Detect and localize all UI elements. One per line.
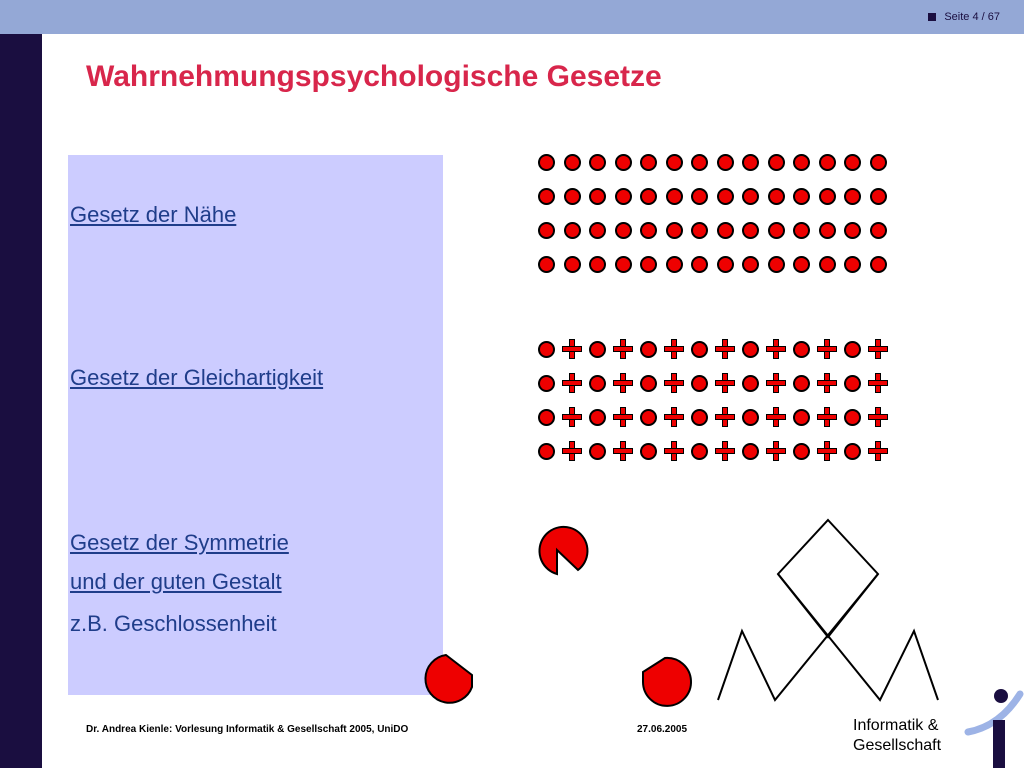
proximity-dot	[819, 256, 836, 273]
similarity-dot	[640, 375, 657, 392]
similarity-dot	[742, 341, 759, 358]
similarity-plus	[715, 407, 735, 427]
proximity-dot	[615, 256, 632, 273]
similarity-pattern-grid	[534, 337, 894, 467]
proximity-dot	[870, 188, 887, 205]
proximity-dot	[768, 188, 785, 205]
proximity-dot	[742, 222, 759, 239]
similarity-dot	[742, 375, 759, 392]
proximity-dot	[870, 256, 887, 273]
proximity-dot	[793, 188, 810, 205]
square-bullet-icon	[928, 13, 936, 21]
proximity-dot	[640, 188, 657, 205]
similarity-plus	[562, 407, 582, 427]
similarity-dot	[844, 375, 861, 392]
proximity-dot	[742, 188, 759, 205]
similarity-dot	[538, 375, 555, 392]
proximity-dot-grid	[534, 150, 894, 280]
similarity-plus	[766, 373, 786, 393]
proximity-dot	[640, 154, 657, 171]
proximity-dot	[844, 256, 861, 273]
sidebar-stripe	[0, 34, 42, 768]
slide-title: Wahrnehmungspsychologische Gesetze	[86, 60, 662, 93]
proximity-dot	[742, 154, 759, 171]
proximity-dot	[844, 154, 861, 171]
footer-author: Dr. Andrea Kienle: Vorlesung Informatik & Gesellschaft 2005, UniDO	[86, 724, 409, 735]
proximity-dot	[666, 222, 683, 239]
similarity-dot	[742, 409, 759, 426]
similarity-plus	[715, 373, 735, 393]
similarity-plus	[766, 339, 786, 359]
proximity-dot	[768, 154, 785, 171]
proximity-dot	[691, 256, 708, 273]
pacman-left-shape	[425, 655, 472, 703]
proximity-dot	[666, 188, 683, 205]
similarity-dot	[742, 443, 759, 460]
proximity-dot	[640, 222, 657, 239]
similarity-plus	[715, 441, 735, 461]
proximity-dot	[691, 154, 708, 171]
similarity-dot	[793, 375, 810, 392]
proximity-dot	[589, 154, 606, 171]
proximity-dot	[819, 222, 836, 239]
proximity-dot	[768, 222, 785, 239]
similarity-dot	[589, 443, 606, 460]
similarity-plus	[817, 407, 837, 427]
logo-line-1: Informatik &	[853, 717, 939, 734]
similarity-dot	[691, 409, 708, 426]
similarity-dot	[589, 375, 606, 392]
proximity-dot	[589, 222, 606, 239]
proximity-dot	[564, 188, 581, 205]
similarity-plus	[562, 441, 582, 461]
similarity-dot	[691, 341, 708, 358]
proximity-dot	[666, 154, 683, 171]
similarity-dot	[793, 409, 810, 426]
proximity-dot	[870, 222, 887, 239]
closure-illustration	[410, 510, 950, 710]
proximity-dot	[768, 256, 785, 273]
proximity-dot	[538, 222, 555, 239]
proximity-dot	[564, 154, 581, 171]
law-gestalt-link[interactable]: und der guten Gestalt	[70, 569, 282, 594]
proximity-dot	[691, 188, 708, 205]
similarity-plus	[664, 441, 684, 461]
top-bar	[0, 0, 1024, 34]
similarity-plus	[613, 339, 633, 359]
similarity-dot	[538, 409, 555, 426]
similarity-dot	[793, 443, 810, 460]
similarity-dot	[640, 443, 657, 460]
similarity-dot	[589, 341, 606, 358]
similarity-plus	[562, 373, 582, 393]
logo-line-2: Gesellschaft	[853, 737, 942, 754]
similarity-plus	[817, 373, 837, 393]
proximity-dot	[615, 188, 632, 205]
law-similarity-link[interactable]: Gesetz der Gleichartigkeit	[70, 365, 324, 390]
proximity-dot	[538, 256, 555, 273]
proximity-dot	[564, 256, 581, 273]
similarity-plus	[868, 407, 888, 427]
proximity-dot	[589, 188, 606, 205]
similarity-dot	[793, 341, 810, 358]
similarity-plus	[868, 373, 888, 393]
similarity-plus	[664, 373, 684, 393]
proximity-dot	[666, 256, 683, 273]
law-closure-text: z.B. Geschlossenheit	[70, 611, 277, 636]
similarity-dot	[844, 443, 861, 460]
proximity-dot	[793, 256, 810, 273]
similarity-plus	[613, 441, 633, 461]
proximity-dot	[793, 154, 810, 171]
proximity-dot	[717, 154, 734, 171]
proximity-dot	[691, 222, 708, 239]
proximity-dot	[564, 222, 581, 239]
i-logo-icon	[960, 686, 1024, 768]
similarity-plus	[817, 441, 837, 461]
logo-text	[853, 716, 941, 756]
proximity-dot	[819, 154, 836, 171]
pacman-right-shape	[643, 658, 691, 706]
diamond-shape	[778, 520, 878, 637]
law-proximity-link[interactable]: Gesetz der Nähe	[70, 202, 237, 227]
proximity-dot	[844, 222, 861, 239]
proximity-dot	[640, 256, 657, 273]
similarity-dot	[589, 409, 606, 426]
text-panel	[68, 155, 443, 695]
similarity-plus	[766, 407, 786, 427]
similarity-dot	[538, 443, 555, 460]
proximity-dot	[793, 222, 810, 239]
zigzag-shape	[718, 574, 938, 700]
similarity-dot	[691, 375, 708, 392]
pacman-top-shape	[539, 527, 587, 574]
law-symmetry-link[interactable]: Gesetz der Symmetrie	[70, 530, 289, 555]
similarity-plus	[868, 441, 888, 461]
proximity-dot	[717, 222, 734, 239]
similarity-plus	[613, 407, 633, 427]
proximity-dot	[615, 154, 632, 171]
footer-date: 27.06.2005	[637, 724, 688, 735]
proximity-dot	[615, 222, 632, 239]
proximity-dot	[742, 256, 759, 273]
similarity-dot	[691, 443, 708, 460]
proximity-dot	[717, 188, 734, 205]
proximity-dot	[589, 256, 606, 273]
similarity-plus	[664, 339, 684, 359]
similarity-plus	[664, 407, 684, 427]
similarity-dot	[640, 409, 657, 426]
proximity-dot	[538, 188, 555, 205]
proximity-dot	[717, 256, 734, 273]
similarity-plus	[766, 441, 786, 461]
page-indicator	[928, 11, 1000, 23]
similarity-plus	[868, 339, 888, 359]
proximity-dot	[870, 154, 887, 171]
similarity-plus	[817, 339, 837, 359]
similarity-plus	[613, 373, 633, 393]
similarity-plus	[715, 339, 735, 359]
page-number: Seite 4 / 67	[944, 11, 1000, 23]
similarity-dot	[844, 341, 861, 358]
similarity-plus	[562, 339, 582, 359]
similarity-dot	[640, 341, 657, 358]
proximity-dot	[819, 188, 836, 205]
similarity-dot	[538, 341, 555, 358]
proximity-dot	[844, 188, 861, 205]
similarity-dot	[844, 409, 861, 426]
proximity-dot	[538, 154, 555, 171]
